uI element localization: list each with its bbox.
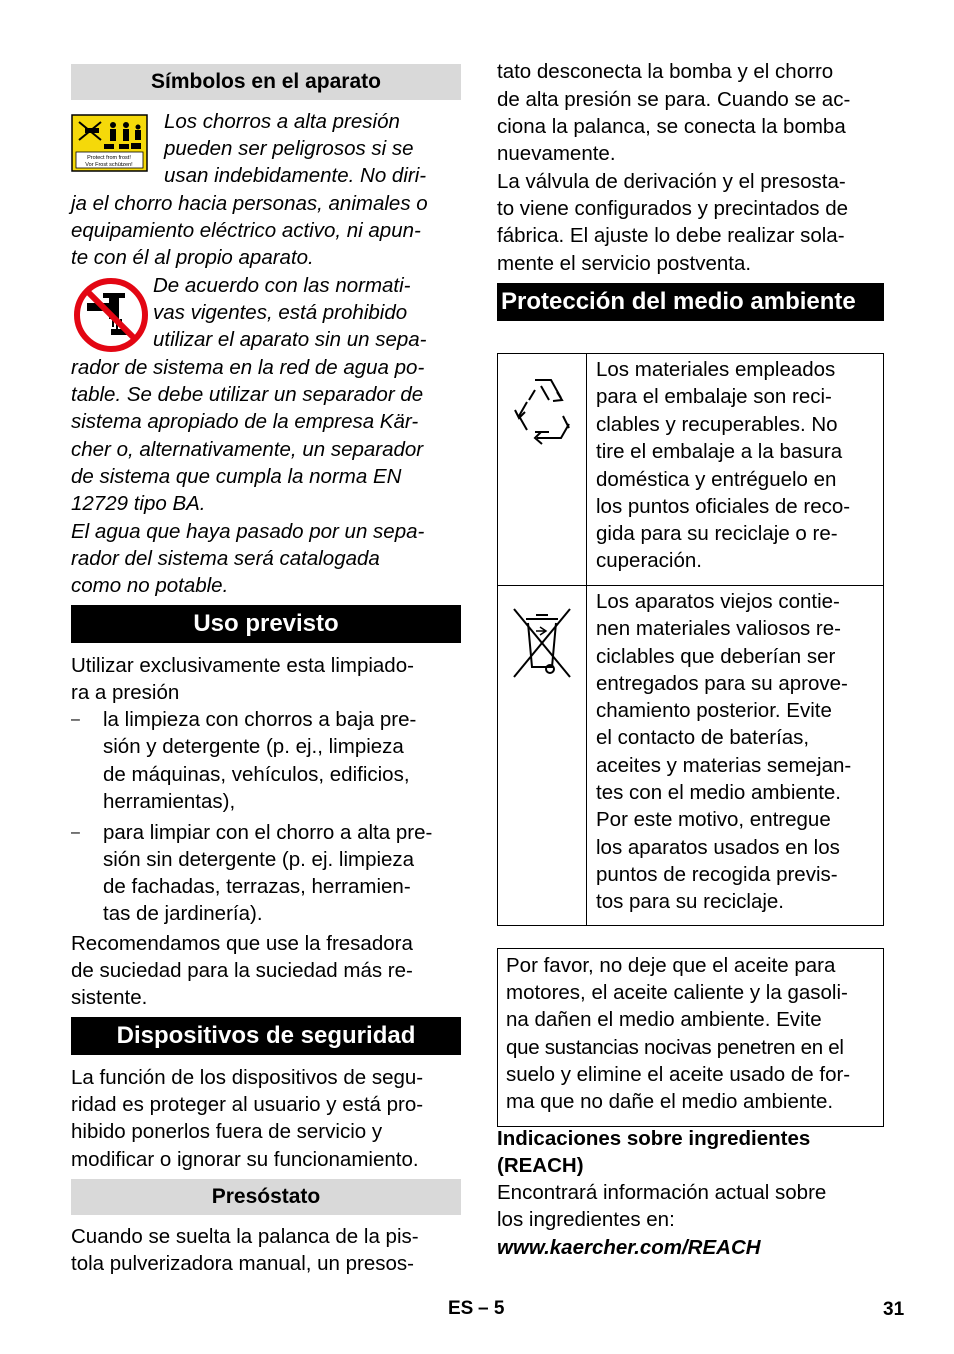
symbols-text-2: table. Se debe utilizar un separador de: [71, 383, 424, 406]
old-devices-text: tes con el medio ambiente.: [596, 781, 841, 804]
symbols-text-1: pueden ser peligrosos si se: [164, 137, 414, 160]
uso-item-1: herramientas),: [103, 790, 236, 813]
uso-item-2: sión sin detergente (p. ej. limpieza: [103, 848, 415, 871]
uso-intro: Utilizar exclusivamente esta limpiado-: [71, 654, 414, 677]
packaging-text: clables y recuperables. No: [596, 413, 838, 436]
uso-outro: sistente.: [71, 986, 148, 1009]
presostato-continued-text: mente el servicio postventa.: [497, 252, 752, 275]
symbols-text-2: rador del sistema será catalogada: [71, 547, 380, 570]
old-devices-text: entregados para su aprove-: [596, 672, 848, 695]
packaging-text: tire el embalaje a la basura: [596, 440, 843, 463]
high-pressure-warning-icon: [71, 114, 148, 172]
symbols-text-1: ja el chorro hacia personas, animales o: [71, 192, 428, 215]
list-bullet: –: [71, 711, 80, 728]
dispositivos-text: modificar o ignorar su funcionamiento.: [71, 1148, 419, 1171]
packaging-text: los puntos oficiales de reco-: [596, 495, 851, 518]
symbols-text-2: vas vigentes, está prohibido: [153, 301, 408, 324]
symbols-text-2: de sistema que cumpla la norma EN: [71, 465, 402, 488]
packaging-text: cuperación.: [596, 549, 702, 572]
old-devices-text: aceites y materias semejan-: [596, 754, 852, 777]
uso-item-2: tas de jardinería).: [103, 902, 263, 925]
old-devices-text: nen materiales valiosos re-: [596, 617, 841, 640]
presostato-text: tola pulverizadora manual, un presos-: [71, 1252, 414, 1275]
symbols-text-2: utilizar el aparato sin un sepa-: [153, 328, 427, 351]
old-devices-text: los aparatos usados en los: [596, 836, 840, 859]
old-devices-text: puntos de recogida previs-: [596, 863, 838, 886]
oil-notice-text: ma que no dañe el medio ambiente.: [506, 1090, 834, 1113]
oil-notice-text: na dañen el medio ambiente. Evite: [506, 1008, 822, 1031]
reach-text: Encontrará información actual sobre: [497, 1181, 827, 1204]
uso-outro: de suciedad para la suciedad más re-: [71, 959, 413, 982]
symbols-text-1: Los chorros a alta presión: [164, 110, 400, 133]
reach-text: los ingredientes en:: [497, 1208, 675, 1231]
no-drinking-water-connection-icon: [73, 277, 149, 353]
packaging-text: gida para su reciclaje o re-: [596, 522, 838, 545]
symbols-text-2: cher o, alternativamente, un separador: [71, 438, 424, 461]
oil-notice-text: motores, el aceite caliente y la gasoli-: [506, 981, 848, 1004]
reach-heading: Indicaciones sobre ingredientes: [497, 1127, 811, 1150]
uso-item-1: sión y detergente (p. ej., limpieza: [103, 735, 404, 758]
symbols-heading: Símbolos en el aparato: [71, 64, 461, 100]
uso-item-2: de fachadas, terrazas, herramien-: [103, 875, 411, 898]
footer-section-page: – 5: [478, 1298, 505, 1319]
dispositivos-text: ridad es proteger al usuario y está pro-: [71, 1093, 424, 1116]
packaging-text: para el embalaje son reci-: [596, 385, 832, 408]
footer-section-label: ES: [448, 1298, 474, 1319]
presostato-continued-text: ciona la palanca, se conecta la bomba: [497, 115, 846, 138]
environment-heading: Protección del medio ambiente: [497, 283, 884, 321]
page-number: 31: [883, 1299, 905, 1320]
list-bullet: –: [71, 824, 80, 841]
presostato-heading: Presóstato: [71, 1179, 461, 1215]
dispositivos-text: hibido ponerlos fuera de servicio y: [71, 1120, 383, 1143]
packaging-text: doméstica y entréguelo en: [596, 468, 837, 491]
old-devices-text: Los aparatos viejos contie-: [596, 590, 840, 613]
symbols-text-2: sistema apropiado de la empresa Kär-: [71, 410, 419, 433]
presostato-continued-text: nuevamente.: [497, 142, 616, 165]
reach-url-link[interactable]: www.kaercher.com/REACH: [497, 1236, 761, 1259]
uso-item-1: la limpieza con chorros a baja pre-: [103, 708, 417, 731]
symbols-text-2: como no potable.: [71, 574, 229, 597]
crossed-out-wheelie-bin-icon: [510, 605, 574, 681]
presostato-continued-text: de alta presión se para. Cuando se ac-: [497, 88, 851, 111]
presostato-text: Cuando se suelta la palanca de la pis-: [71, 1225, 419, 1248]
packaging-text: Los materiales empleados: [596, 358, 836, 381]
presostato-continued-text: fábrica. El ajuste lo debe realizar sola-: [497, 224, 845, 247]
old-devices-text: tos para su reciclaje.: [596, 890, 785, 913]
old-devices-text: el contacto de baterías,: [596, 726, 810, 749]
symbols-text-2: De acuerdo con las normati-: [153, 274, 411, 297]
presostato-continued-text: La válvula de derivación y el presosta-: [497, 170, 846, 193]
dispositivos-heading: Dispositivos de seguridad: [71, 1017, 461, 1055]
symbols-text-1: equipamiento eléctrico activo, ni apun-: [71, 219, 421, 242]
old-devices-text: Por este motivo, entregue: [596, 808, 831, 831]
uso-intro: ra a presión: [71, 681, 180, 704]
dispositivos-text: La función de los dispositivos de segu-: [71, 1066, 424, 1089]
old-devices-text: chamiento posterior. Evite: [596, 699, 832, 722]
uso-item-2: para limpiar con el chorro a alta pre-: [103, 821, 433, 844]
symbols-text-1: usan indebidamente. No diri-: [164, 164, 427, 187]
symbols-text-2: El agua que haya pasado por un sepa-: [71, 520, 425, 543]
uso-outro: Recomendamos que use la fresadora: [71, 932, 413, 955]
oil-notice-text: que sustancias nocivas penetren en el: [506, 1036, 844, 1059]
symbols-text-2: 12729 tipo BA.: [71, 492, 206, 515]
recycling-icon: [505, 372, 581, 448]
presostato-continued-text: to viene configurados y precintados de: [497, 197, 849, 220]
oil-notice-text: suelo y elimine el aceite usado de for-: [506, 1063, 851, 1086]
presostato-continued-text: tato desconecta la bomba y el chorro: [497, 60, 834, 83]
uso-item-1: de máquinas, vehículos, edificios,: [103, 763, 410, 786]
symbols-text-1: te con él al propio aparato.: [71, 246, 314, 269]
old-devices-text: ciclables que deberían ser: [596, 645, 836, 668]
uso-previsto-heading: Uso previsto: [71, 605, 461, 643]
reach-heading: (REACH): [497, 1154, 584, 1177]
svg-text:Protect from frost!: Protect from frost!: [87, 155, 131, 161]
svg-text:Vor Frost schützen!: Vor Frost schützen!: [85, 162, 133, 168]
oil-notice-text: Por favor, no deje que el aceite para: [506, 954, 836, 977]
symbols-text-2: rador de sistema en la red de agua po-: [71, 356, 425, 379]
